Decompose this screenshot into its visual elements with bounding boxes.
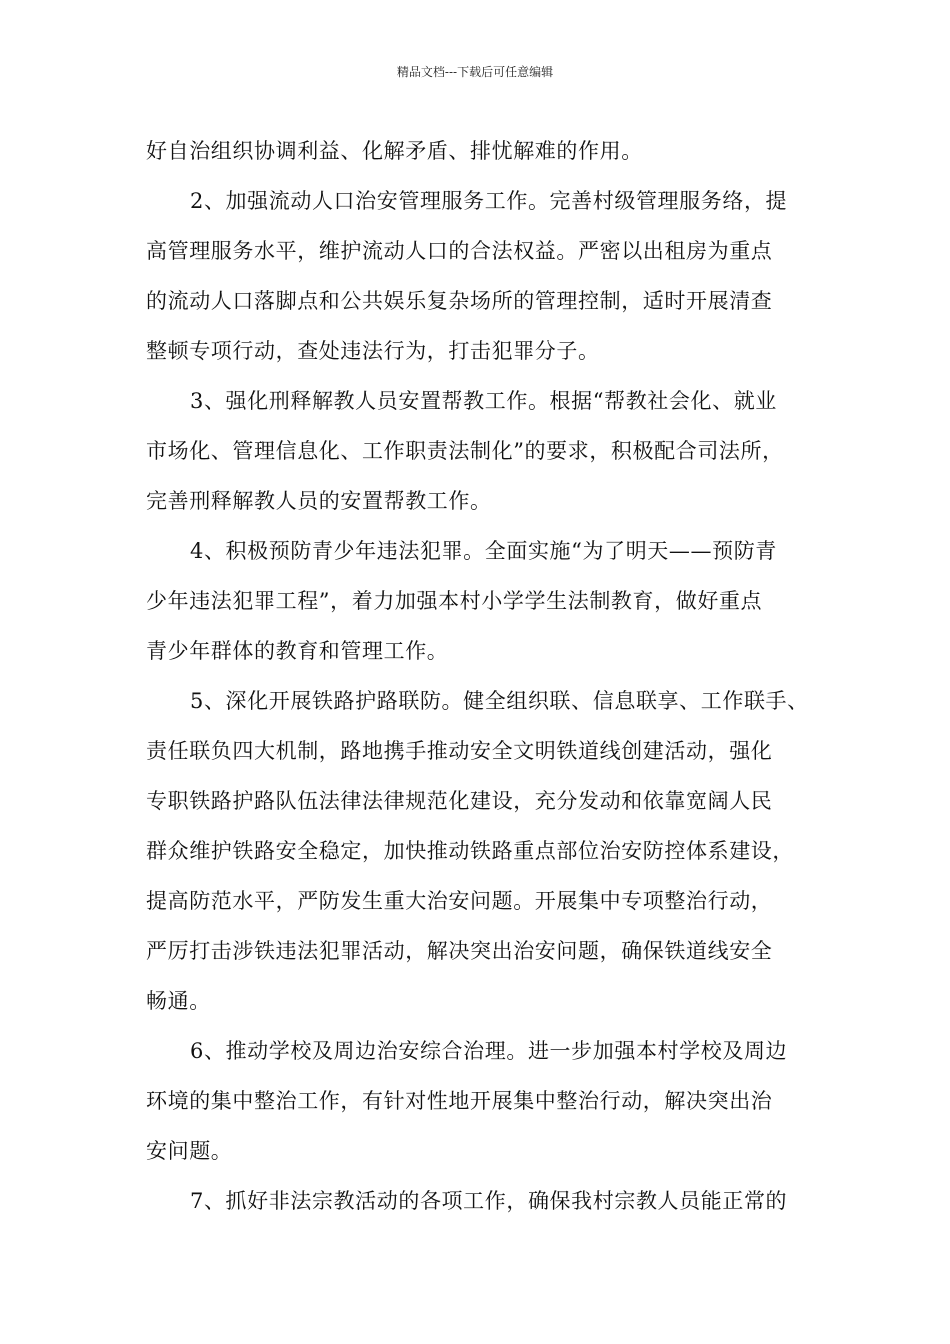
text-line: 整顿专项行动，查处违法行为，打击犯罪分子。 — [146, 339, 600, 363]
paragraph — [146, 676, 809, 1026]
text-line: 少年违法犯罪工程”，着力加强本村小学学生法制教育，做好重点 — [146, 589, 763, 613]
text-line: 3、强化刑释解教人员安置帮教工作。根据“帮教社会化、就业 — [190, 389, 777, 413]
text-line: 5、深化开展铁路护路联防。健全组织联、信息联享、工作联手、 — [190, 689, 809, 713]
text-line: 严厉打击涉铁违法犯罪活动，解决突出治安问题，确保铁道线安全 — [146, 939, 773, 963]
paragraph — [146, 376, 806, 526]
text-line: 市场化、管理信息化、工作职责法制化”的要求，积极配合司法所， — [146, 439, 784, 463]
text-line: 好自治组织协调利益、化解矛盾、排忧解难的作用。 — [146, 139, 643, 163]
paragraph — [146, 126, 806, 176]
text-line: 专职铁路护路队伍法律法律规范化建设，充分发动和依靠宽阔人民 — [146, 789, 773, 813]
text-line: 环境的集中整治工作，有针对性地开展集中整治行动，解决突出治 — [146, 1089, 773, 1113]
page-header: 精品文档---下载后可任意编辑 — [396, 65, 554, 79]
text-line: 6、推动学校及周边治安综合治理。进一步加强本村学校及周边 — [190, 1039, 788, 1063]
document-body — [146, 126, 809, 1226]
text-line: 群众维护铁路安全稳定，加快推动铁路重点部位治安防控体系建设， — [146, 839, 794, 863]
text-line: 安问题。 — [146, 1139, 233, 1163]
paragraph — [146, 1026, 806, 1176]
text-line: 畅通。 — [146, 989, 211, 1013]
paragraph — [146, 176, 806, 376]
text-line: 完善刑释解教人员的安置帮教工作。 — [146, 489, 492, 513]
text-line: 的流动人口落脚点和公共娱乐复杂场所的管理控制，适时开展清查 — [146, 289, 773, 313]
text-line: 青少年群体的教育和管理工作。 — [146, 639, 449, 663]
text-line: 高管理服务水平，维护流动人口的合法权益。严密以出租房为重点 — [146, 239, 773, 263]
text-line: 2、加强流动人口治安管理服务工作。完善村级管理服务络，提 — [190, 189, 788, 213]
text-line: 7、抓好非法宗教活动的各项工作，确保我村宗教人员能正常的 — [190, 1189, 788, 1213]
paragraph — [146, 1176, 806, 1226]
text-line: 提高防范水平，严防发生重大治安问题。开展集中专项整治行动， — [146, 889, 773, 913]
paragraph — [146, 526, 806, 676]
text-line: 4、积极预防青少年违法犯罪。全面实施“为了明天——预防青 — [190, 539, 777, 563]
text-line: 责任联负四大机制，路地携手推动安全文明铁道线创建活动，强化 — [146, 739, 773, 763]
